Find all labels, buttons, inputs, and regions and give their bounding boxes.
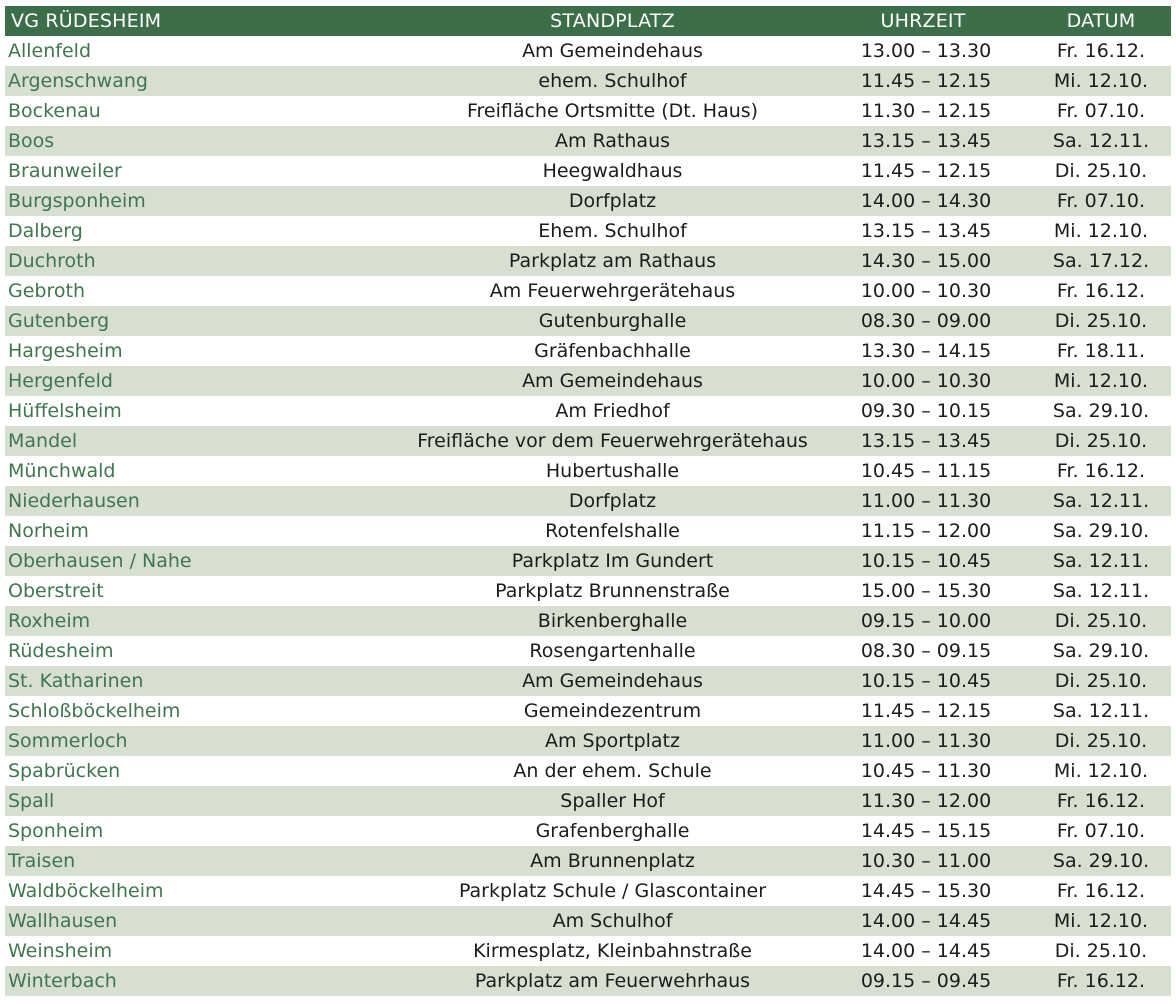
cell-ort: Gebroth (8, 280, 85, 302)
cell-ort: Wallhausen (5, 906, 410, 936)
cell-standplatz: Gemeindezentrum (523, 700, 702, 722)
cell-uhrzeit: 14.45 – 15.15 (860, 820, 992, 842)
column-header-datum: DATUM (1031, 6, 1171, 36)
cell-datum: Di. 25.10. (1031, 306, 1171, 336)
cell-datum: Sa. 29.10. (1052, 400, 1150, 422)
table-row (5, 306, 1171, 336)
cell-datum: Fr. 16.12. (1031, 966, 1171, 996)
table-row (5, 636, 1171, 666)
cell-datum: Fr. 16.12. (1031, 786, 1171, 816)
cell-ort: Gutenberg (5, 306, 410, 336)
cell-ort: Münchwald (8, 460, 116, 482)
cell-standplatz: Freifläche vor dem Feuerwehrgerätehaus (410, 426, 815, 456)
cell-uhrzeit: 14.00 – 14.45 (815, 906, 1031, 936)
cell-datum: Di. 25.10. (1054, 940, 1148, 962)
cell-uhrzeit: 11.45 – 12.15 (860, 700, 992, 722)
cell-datum: Mi. 12.10. (1031, 366, 1171, 396)
cell-ort: Oberhausen / Nahe (5, 546, 410, 576)
table-header (5, 6, 1171, 36)
cell-standplatz: Am Feuerwehrgerätehaus (489, 280, 736, 302)
cell-standplatz: Am Schulhof (410, 906, 815, 936)
cell-ort: Norheim (8, 520, 89, 542)
cell-datum: Fr. 07.10. (1031, 186, 1171, 216)
table-row (5, 606, 1171, 636)
column-header-uhrzeit: UHRZEIT (815, 6, 1031, 36)
cell-datum: Mi. 12.10. (1053, 220, 1149, 242)
cell-standplatz: An der ehem. Schule (513, 760, 712, 782)
cell-uhrzeit: 10.45 – 11.15 (860, 460, 992, 482)
table-row (5, 726, 1171, 756)
cell-uhrzeit: 14.00 – 14.30 (815, 186, 1031, 216)
cell-ort: Schloßböckelheim (8, 700, 181, 722)
cell-ort: Oberstreit (8, 580, 104, 602)
table-row (5, 66, 1171, 96)
cell-ort: St. Katharinen (5, 666, 410, 696)
table-row (5, 906, 1171, 936)
cell-uhrzeit: 10.15 – 10.45 (815, 546, 1031, 576)
cell-ort: Bockenau (8, 100, 101, 122)
table-row (5, 186, 1171, 216)
table-row (5, 276, 1171, 306)
cell-standplatz: Heegwaldhaus (542, 160, 683, 182)
table-row (5, 426, 1171, 456)
cell-ort: Hergenfeld (5, 366, 410, 396)
cell-standplatz: Rotenfelshalle (545, 520, 680, 542)
cell-uhrzeit: 11.30 – 12.15 (860, 100, 992, 122)
table-row (5, 246, 1171, 276)
cell-uhrzeit: 11.45 – 12.15 (860, 160, 992, 182)
cell-datum: Di. 25.10. (1031, 606, 1171, 636)
schedule-table (5, 6, 1171, 996)
cell-uhrzeit: 13.15 – 13.45 (815, 426, 1031, 456)
cell-standplatz: Grafenberghalle (535, 820, 690, 842)
cell-ort: Braunweiler (8, 160, 122, 182)
table-row (5, 456, 1171, 486)
cell-standplatz: Dorfplatz (410, 186, 815, 216)
cell-datum: Fr. 18.11. (1056, 340, 1146, 362)
cell-datum: Fr. 16.12. (1056, 40, 1146, 62)
cell-ort: Winterbach (5, 966, 410, 996)
cell-ort: Spall (5, 786, 410, 816)
cell-ort: Traisen (5, 846, 410, 876)
cell-uhrzeit: 13.30 – 14.15 (860, 340, 992, 362)
cell-ort: Rüdesheim (8, 640, 114, 662)
cell-uhrzeit: 09.30 – 10.15 (860, 400, 992, 422)
cell-uhrzeit: 11.15 – 12.00 (860, 520, 992, 542)
cell-standplatz: Freifläche Ortsmitte (Dt. Haus) (466, 100, 759, 122)
cell-standplatz: Am Gemeindehaus (410, 666, 815, 696)
table-row (5, 156, 1171, 186)
cell-uhrzeit: 14.30 – 15.00 (815, 246, 1031, 276)
cell-ort: Dalberg (8, 220, 83, 242)
cell-uhrzeit: 08.30 – 09.00 (815, 306, 1031, 336)
cell-datum: Sa. 12.11. (1052, 580, 1150, 602)
table-row (5, 846, 1171, 876)
table-row (5, 966, 1171, 996)
cell-standplatz: Parkplatz am Feuerwehrhaus (410, 966, 815, 996)
cell-standplatz: Dorfplatz (410, 486, 815, 516)
table-row (5, 546, 1171, 576)
table-row (5, 876, 1171, 906)
cell-uhrzeit: 13.15 – 13.45 (860, 220, 992, 242)
cell-datum: Sa. 12.11. (1031, 126, 1171, 156)
cell-ort: Allenfeld (8, 40, 92, 62)
cell-datum: Fr. 16.12. (1056, 880, 1146, 902)
table-row (5, 336, 1171, 366)
cell-standplatz: Parkplatz Im Gundert (410, 546, 815, 576)
cell-uhrzeit: 11.45 – 12.15 (815, 66, 1031, 96)
cell-datum: Mi. 12.10. (1053, 760, 1149, 782)
cell-standplatz: Parkplatz Schule / Glascontainer (458, 880, 767, 902)
cell-datum: Sa. 17.12. (1031, 246, 1171, 276)
cell-standplatz: Spaller Hof (410, 786, 815, 816)
cell-uhrzeit: 10.30 – 11.00 (815, 846, 1031, 876)
cell-datum: Di. 25.10. (1031, 666, 1171, 696)
cell-ort: Burgsponheim (5, 186, 410, 216)
cell-uhrzeit: 11.00 – 11.30 (815, 486, 1031, 516)
table-row (5, 816, 1171, 846)
cell-uhrzeit: 10.15 – 10.45 (815, 666, 1031, 696)
cell-datum: Di. 25.10. (1031, 426, 1171, 456)
table-row (5, 786, 1171, 816)
cell-datum: Fr. 07.10. (1056, 820, 1146, 842)
cell-ort: Roxheim (5, 606, 410, 636)
cell-uhrzeit: 10.00 – 10.30 (815, 366, 1031, 396)
cell-ort: Duchroth (5, 246, 410, 276)
column-header-standplatz: STANDPLATZ (410, 6, 815, 36)
cell-datum: Fr. 16.12. (1056, 280, 1146, 302)
cell-ort: Waldböckelheim (8, 880, 164, 902)
cell-ort: Boos (5, 126, 410, 156)
cell-standplatz: ehem. Schulhof (410, 66, 815, 96)
cell-ort: Mandel (5, 426, 410, 456)
header-row (5, 6, 1171, 36)
table-row (5, 126, 1171, 156)
cell-datum: Sa. 12.11. (1031, 486, 1171, 516)
cell-datum: Sa. 29.10. (1031, 846, 1171, 876)
cell-datum: Sa. 12.11. (1052, 700, 1150, 722)
cell-ort: Sommerloch (5, 726, 410, 756)
cell-datum: Mi. 12.10. (1031, 906, 1171, 936)
table-row (5, 696, 1171, 726)
cell-standplatz: Am Sportplatz (410, 726, 815, 756)
table-row (5, 396, 1171, 426)
cell-uhrzeit: 11.00 – 11.30 (815, 726, 1031, 756)
table-row (5, 576, 1171, 606)
cell-datum: Fr. 16.12. (1056, 460, 1146, 482)
cell-datum: Sa. 12.11. (1031, 546, 1171, 576)
cell-standplatz: Birkenberghalle (410, 606, 815, 636)
cell-datum: Fr. 07.10. (1056, 100, 1146, 122)
cell-standplatz: Gräfenbachhalle (534, 340, 691, 362)
table-row (5, 216, 1171, 246)
cell-datum: Di. 25.10. (1054, 160, 1148, 182)
cell-uhrzeit: 13.00 – 13.30 (860, 40, 992, 62)
cell-standplatz: Am Gemeindehaus (522, 40, 703, 62)
cell-datum: Di. 25.10. (1031, 726, 1171, 756)
table-row (5, 516, 1171, 546)
cell-datum: Sa. 29.10. (1052, 520, 1150, 542)
cell-ort: Hargesheim (8, 340, 123, 362)
cell-uhrzeit: 08.30 – 09.15 (860, 640, 992, 662)
cell-standplatz: Gutenburghalle (410, 306, 815, 336)
cell-ort: Sponheim (8, 820, 104, 842)
cell-uhrzeit: 14.00 – 14.45 (860, 940, 992, 962)
cell-uhrzeit: 09.15 – 10.00 (815, 606, 1031, 636)
cell-standplatz: Am Gemeindehaus (410, 366, 815, 396)
table-row (5, 756, 1171, 786)
cell-datum: Mi. 12.10. (1031, 66, 1171, 96)
cell-standplatz: Parkplatz Brunnenstraße (495, 580, 730, 602)
cell-ort: Argenschwang (5, 66, 410, 96)
cell-standplatz: Parkplatz am Rathaus (410, 246, 815, 276)
cell-datum: Sa. 29.10. (1052, 640, 1150, 662)
cell-uhrzeit: 10.45 – 11.30 (860, 760, 992, 782)
cell-standplatz: Am Friedhof (555, 400, 670, 422)
cell-standplatz: Rosengartenhalle (529, 640, 696, 662)
cell-ort: Niederhausen (5, 486, 410, 516)
cell-uhrzeit: 15.00 – 15.30 (860, 580, 992, 602)
cell-standplatz: Am Brunnenplatz (410, 846, 815, 876)
cell-standplatz: Ehem. Schulhof (538, 220, 687, 242)
table-body (5, 36, 1171, 996)
cell-uhrzeit: 11.30 – 12.00 (815, 786, 1031, 816)
table-row (5, 96, 1171, 126)
table-row (5, 936, 1171, 966)
cell-uhrzeit: 09.15 – 09.45 (815, 966, 1031, 996)
cell-ort: Hüffelsheim (8, 400, 122, 422)
table-row (5, 366, 1171, 396)
cell-ort: Weinsheim (8, 940, 113, 962)
cell-standplatz: Kirmesplatz, Kleinbahnstraße (473, 940, 752, 962)
cell-uhrzeit: 13.15 – 13.45 (815, 126, 1031, 156)
cell-standplatz: Am Rathaus (410, 126, 815, 156)
cell-uhrzeit: 10.00 – 10.30 (860, 280, 992, 302)
cell-uhrzeit: 14.45 – 15.30 (860, 880, 992, 902)
table-row (5, 666, 1171, 696)
column-header-ort: VG RÜDESHEIM (5, 6, 410, 36)
cell-standplatz: Hubertushalle (545, 460, 680, 482)
cell-ort: Spabrücken (8, 760, 121, 782)
table-row (5, 36, 1171, 66)
table-row (5, 486, 1171, 516)
